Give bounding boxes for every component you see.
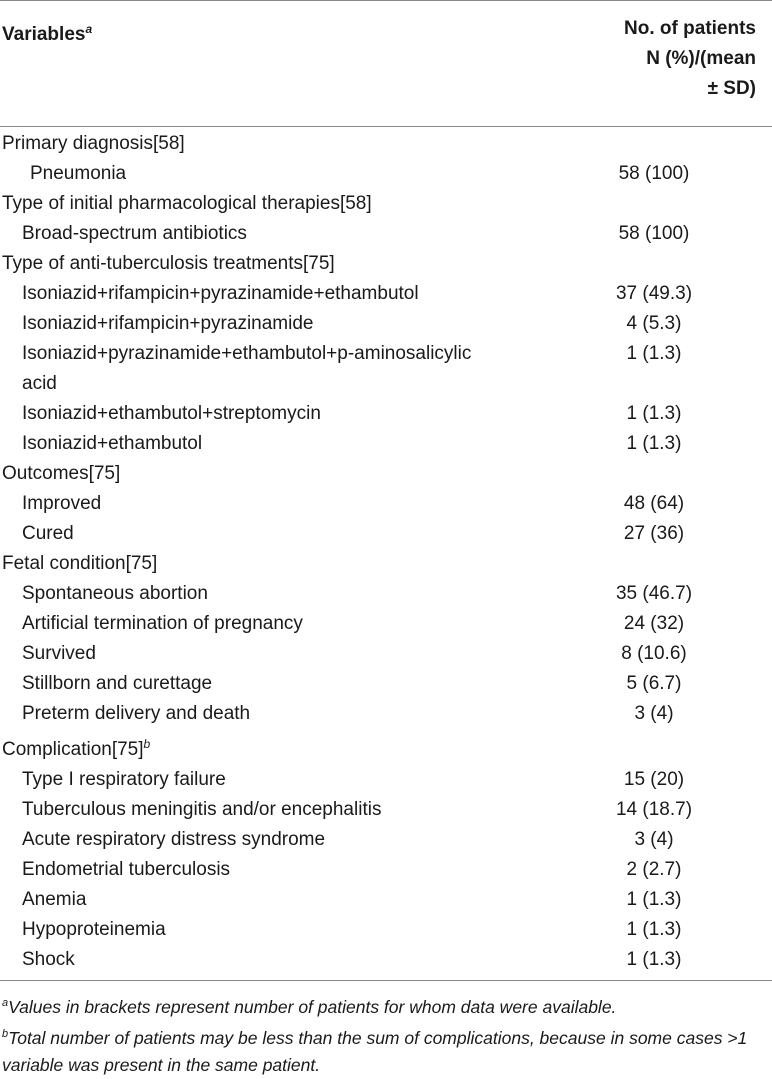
row-value: 35 (46.7) [615,583,693,604]
table-footnotes [2,990,772,1079]
row-label-text: Primary diagnosis[58] [2,133,185,154]
header-divider-rule [0,126,772,127]
table-row [0,399,772,429]
row-label [0,639,560,669]
section-heading-label [0,249,560,279]
row-label-text: Cured [22,523,74,544]
section-heading-label [0,729,560,765]
table-row [0,429,772,459]
row-label [0,219,560,249]
row-label-text: Shock [22,949,75,970]
row-label-text: Isoniazid+ethambutol [22,433,203,454]
row-label-text: Fetal condition[75] [2,553,158,574]
section-heading-row [0,129,772,159]
table-row [0,915,772,945]
row-label-text: Type of initial pharmacological therapies[58] [2,193,372,214]
row-label [0,915,560,945]
row-value: 14 (18.7) [615,799,693,820]
row-label [0,699,560,729]
table-bottom-rule [0,980,772,981]
table-row [0,339,772,399]
table-row [0,609,772,639]
footnote-text: Total number of patients may be less than the sum of complications, because in some cases >1 variable was present in the same patient. [2,1028,748,1075]
footnote-b [2,1021,772,1079]
row-label [0,855,560,885]
row-value: 3 (4) [634,703,674,724]
table-row [0,885,772,915]
table-row [0,795,772,825]
footnote-text: Values in brackets represent number of patients for whom data were available. [8,997,617,1017]
row-label-text: Endometrial tuberculosis [22,859,231,880]
row-value: 5 (6.7) [626,673,682,694]
row-label-text: Improved [22,493,102,514]
table-row [0,309,772,339]
row-value: 3 (4) [634,829,674,850]
section-heading-label [0,549,560,579]
row-label-text: Artificial termination of pregnancy [22,613,303,634]
table-row [0,855,772,885]
row-label [0,399,560,429]
footnote-a [2,990,772,1021]
row-value: 27 (36) [623,523,685,544]
row-value: 37 (49.3) [615,283,693,304]
patient-count-header [556,14,756,104]
row-label [0,669,560,699]
section-heading-row [0,729,772,765]
section-heading-row [0,459,772,489]
row-value: 48 (64) [623,493,685,514]
row-label [0,489,560,519]
row-label [0,945,560,975]
row-label-text: Hypoproteinemia [22,919,166,940]
section-heading-row [0,249,772,279]
section-heading-label [0,129,560,159]
row-label-text: Preterm delivery and death [22,703,251,724]
row-label [0,519,560,549]
row-label [0,825,560,855]
table-row [0,159,772,189]
footnote-marker-b: b [2,1028,9,1040]
row-label-text: Pneumonia [30,163,127,184]
count-header-line-1: No. of patients [624,18,756,39]
row-label-text: Outcomes[75] [2,463,121,484]
footnote-marker-b: b [143,737,151,751]
row-label [0,309,560,339]
row-value: 58 (100) [618,223,690,244]
row-label-text: Spontaneous abortion [22,583,208,604]
row-label [0,765,560,795]
row-label [0,339,560,399]
row-value: 2 (2.7) [626,859,682,880]
row-label [0,279,560,309]
row-label-text: Isoniazid+pyrazinamide+ethambutol+p-aminosalicylic [22,343,472,364]
row-label [0,159,560,189]
row-value: 24 (32) [623,613,685,634]
row-label [0,429,560,459]
table-row [0,765,772,795]
row-label [0,609,560,639]
row-value: 1 (1.3) [626,433,682,454]
table-row [0,945,772,975]
row-value: 1 (1.3) [626,343,682,364]
table-row [0,639,772,669]
row-label-text: Type of anti-tuberculosis treatments[75] [2,253,335,274]
table-row [0,825,772,855]
table-row [0,519,772,549]
table-header [0,14,772,118]
row-label [0,795,560,825]
section-heading-row [0,189,772,219]
count-header-line-3: ± SD) [707,78,756,99]
table-top-rule [0,0,772,1]
footnote-marker-a: a [85,22,93,36]
table-row [0,489,772,519]
row-label-text: Stillborn and curettage [22,673,213,694]
section-heading-row [0,549,772,579]
row-label-text: Survived [22,643,96,664]
row-label-text: Isoniazid+rifampicin+pyrazinamide [22,313,314,334]
table-row [0,699,772,729]
row-label-text: Complication[75] [2,739,144,760]
section-heading-label [0,189,560,219]
row-label-text: Acute respiratory distress syndrome [22,829,326,850]
row-value: 8 (10.6) [621,643,687,664]
table-row [0,669,772,699]
row-value: 1 (1.3) [626,949,682,970]
row-value: 15 (20) [623,769,685,790]
variables-header: Variables$^a$ [2,22,93,45]
section-heading-label [0,459,560,489]
row-label [0,885,560,915]
row-label-text: Broad-spectrum antibiotics [22,223,247,244]
row-label-text: Tuberculous meningitis and/or encephalitis [22,799,382,820]
row-label [0,579,560,609]
row-value: 1 (1.3) [626,889,682,910]
row-label-text: Isoniazid+rifampicin+pyrazinamide+ethambutol [22,283,419,304]
row-value: 58 (100) [618,163,690,184]
row-value: 4 (5.3) [626,313,682,334]
table-row [0,579,772,609]
table-row [0,279,772,309]
row-label-text: Isoniazid+ethambutol+streptomycin [22,403,321,424]
row-label-text: Type I respiratory failure [22,769,226,790]
footnote-marker-a: a [2,997,9,1009]
table-body [0,129,772,975]
row-value: 1 (1.3) [626,403,682,424]
count-header-line-2: N (%)/(mean [646,48,756,69]
row-value: 1 (1.3) [626,919,682,940]
table-row [0,219,772,249]
row-label-continuation: acid [22,373,57,394]
row-label-text: Anemia [22,889,87,910]
